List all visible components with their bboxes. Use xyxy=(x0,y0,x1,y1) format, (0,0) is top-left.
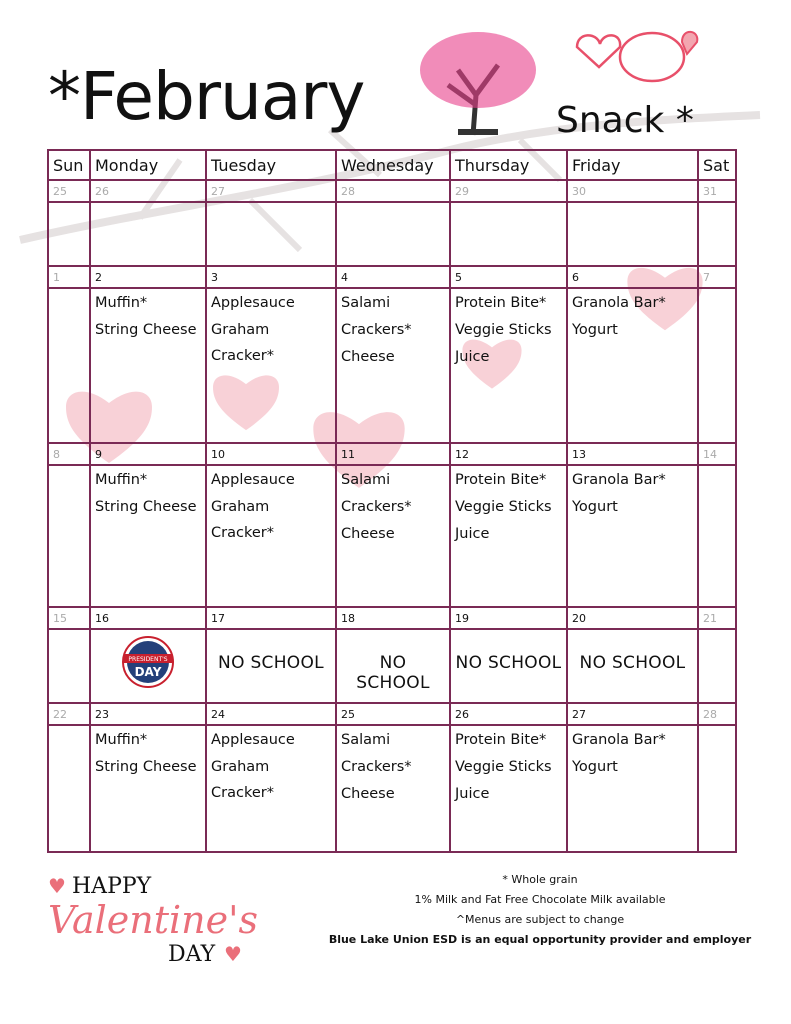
menu-item: Crackers* xyxy=(341,499,412,515)
menu-cell xyxy=(48,465,90,607)
date-number: 16 xyxy=(90,607,206,629)
menu-cell xyxy=(90,465,206,607)
logo-happy: HAPPY xyxy=(72,874,152,899)
date-number: 4 xyxy=(336,266,450,288)
date-number: 2 xyxy=(90,266,206,288)
menu-cell xyxy=(336,465,450,607)
menu-item: Applesauce xyxy=(211,295,295,311)
page-title: *February xyxy=(48,58,365,135)
menu-item: Cheese xyxy=(341,349,395,365)
note-menus-change: ^Menus are subject to change xyxy=(455,913,625,926)
page-subtitle: Snack * xyxy=(556,100,694,141)
date-number: 7 xyxy=(698,266,736,288)
no-school-label: NO SCHOOL xyxy=(218,653,324,673)
calendar-table xyxy=(47,149,737,853)
menu-item: Muffin* xyxy=(95,295,148,311)
menu-cell xyxy=(90,629,206,703)
menu-item: Salami xyxy=(341,732,391,748)
menu-item: Graham Cracker* xyxy=(211,499,274,541)
weekday-header: Monday xyxy=(90,150,206,180)
menu-item: Cheese xyxy=(341,786,395,802)
heart-icon: ♥ xyxy=(224,942,242,966)
menu-cell xyxy=(450,725,567,852)
menu-cell xyxy=(567,202,698,266)
menu-cell xyxy=(336,288,450,443)
date-number: 9 xyxy=(90,443,206,465)
date-number: 23 xyxy=(90,703,206,725)
menu-cell xyxy=(90,288,206,443)
menu-cell xyxy=(450,288,567,443)
date-number: 18 xyxy=(336,607,450,629)
menu-cell xyxy=(698,202,736,266)
menu-item: Juice xyxy=(455,786,490,802)
menu-cell xyxy=(450,202,567,266)
menu-cell xyxy=(336,725,450,852)
menu-item: Yogurt xyxy=(572,322,618,338)
menu-item: Veggie Sticks xyxy=(455,759,552,775)
date-number: 30 xyxy=(567,180,698,202)
menu-item: Protein Bite* xyxy=(455,732,547,748)
menu-cell xyxy=(48,288,90,443)
date-number: 26 xyxy=(450,703,567,725)
date-number: 17 xyxy=(206,607,336,629)
menu-cell xyxy=(48,202,90,266)
weekday-header: Friday xyxy=(567,150,698,180)
date-number: 24 xyxy=(206,703,336,725)
menu-cell xyxy=(48,629,90,703)
date-number: 10 xyxy=(206,443,336,465)
presidents-day-badge-icon xyxy=(122,636,174,688)
menu-item: Graham Cracker* xyxy=(211,759,274,801)
menu-cell xyxy=(90,202,206,266)
menu-cell xyxy=(567,465,698,607)
heart-icon: ♥ xyxy=(48,874,66,898)
menu-item: Granola Bar* xyxy=(572,472,666,488)
menu-cell xyxy=(206,629,336,703)
menu-item: Applesauce xyxy=(211,732,295,748)
date-number: 14 xyxy=(698,443,736,465)
date-number: 8 xyxy=(48,443,90,465)
note-equal-opportunity: Blue Lake Union ESD is an equal opportunity provider and employer xyxy=(328,933,752,946)
no-school-label: NO SCHOOL xyxy=(356,653,430,693)
date-row xyxy=(48,703,736,725)
menu-cell xyxy=(90,725,206,852)
menu-cell xyxy=(567,288,698,443)
menu-row xyxy=(48,202,736,266)
footer-notes xyxy=(300,870,780,950)
logo-valentines: Valentine's xyxy=(48,898,259,942)
note-milk: 1% Milk and Fat Free Chocolate Milk available xyxy=(414,893,666,906)
weekday-header-row xyxy=(48,150,736,180)
menu-row xyxy=(48,725,736,852)
date-number: 26 xyxy=(90,180,206,202)
menu-row xyxy=(48,629,736,703)
no-school-label: NO SCHOOL xyxy=(579,653,686,673)
weekday-header: Sun xyxy=(48,150,90,180)
menu-item: Juice xyxy=(455,526,490,542)
date-number: 19 xyxy=(450,607,567,629)
date-number: 27 xyxy=(567,703,698,725)
date-number: 29 xyxy=(450,180,567,202)
date-number: 31 xyxy=(698,180,736,202)
menu-cell xyxy=(206,465,336,607)
date-number: 25 xyxy=(48,180,90,202)
date-row xyxy=(48,266,736,288)
menu-item: Muffin* xyxy=(95,472,148,488)
menu-item: Veggie Sticks xyxy=(455,322,552,338)
menu-cell xyxy=(450,465,567,607)
date-number: 13 xyxy=(567,443,698,465)
menu-item: String Cheese xyxy=(95,322,197,338)
menu-item: Yogurt xyxy=(572,499,618,515)
menu-row xyxy=(48,465,736,607)
date-number: 6 xyxy=(567,266,698,288)
date-number: 28 xyxy=(698,703,736,725)
badge-text-presidents: PRESIDENT'S xyxy=(128,656,168,663)
date-row xyxy=(48,180,736,202)
menu-cell xyxy=(48,725,90,852)
menu-item: Cheese xyxy=(341,526,395,542)
menu-cell xyxy=(567,725,698,852)
note-whole-grain: * Whole grain xyxy=(502,873,578,886)
date-row xyxy=(48,443,736,465)
date-number: 1 xyxy=(48,266,90,288)
happy-valentines-logo xyxy=(48,874,268,969)
menu-item: Protein Bite* xyxy=(455,472,547,488)
menu-row xyxy=(48,288,736,443)
menu-item: Yogurt xyxy=(572,759,618,775)
menu-cell xyxy=(206,288,336,443)
no-school-label: NO SCHOOL xyxy=(455,653,562,673)
date-number: 22 xyxy=(48,703,90,725)
date-number: 11 xyxy=(336,443,450,465)
weekday-header: Tuesday xyxy=(206,150,336,180)
menu-cell xyxy=(698,465,736,607)
menu-item: Juice xyxy=(455,349,490,365)
menu-item: String Cheese xyxy=(95,759,197,775)
menu-cell xyxy=(567,629,698,703)
menu-item: Salami xyxy=(341,472,391,488)
date-number: 21 xyxy=(698,607,736,629)
weekday-header: Sat xyxy=(698,150,736,180)
menu-cell xyxy=(698,725,736,852)
menu-cell xyxy=(698,629,736,703)
menu-item: Crackers* xyxy=(341,759,412,775)
menu-item: Graham Cracker* xyxy=(211,322,274,364)
badge-text-day: DAY xyxy=(134,665,162,679)
date-number: 15 xyxy=(48,607,90,629)
date-row xyxy=(48,607,736,629)
menu-cell xyxy=(336,629,450,703)
menu-cell xyxy=(336,202,450,266)
date-number: 27 xyxy=(206,180,336,202)
menu-cell xyxy=(206,202,336,266)
menu-item: Salami xyxy=(341,295,391,311)
menu-cell xyxy=(450,629,567,703)
menu-item: Granola Bar* xyxy=(572,732,666,748)
weekday-header: Wednesday xyxy=(336,150,450,180)
menu-item: Muffin* xyxy=(95,732,148,748)
heart-tree-icon xyxy=(418,25,538,137)
lovebird-icon xyxy=(572,22,707,92)
menu-item: Crackers* xyxy=(341,322,412,338)
date-number: 3 xyxy=(206,266,336,288)
date-number: 28 xyxy=(336,180,450,202)
menu-cell xyxy=(206,725,336,852)
date-number: 12 xyxy=(450,443,567,465)
menu-item: String Cheese xyxy=(95,499,197,515)
menu-cell xyxy=(698,288,736,443)
weekday-header: Thursday xyxy=(450,150,567,180)
date-number: 5 xyxy=(450,266,567,288)
menu-item: Protein Bite* xyxy=(455,295,547,311)
date-number: 20 xyxy=(567,607,698,629)
logo-day: DAY xyxy=(168,942,216,967)
menu-item: Granola Bar* xyxy=(572,295,666,311)
menu-item: Veggie Sticks xyxy=(455,499,552,515)
menu-item: Applesauce xyxy=(211,472,295,488)
date-number: 25 xyxy=(336,703,450,725)
